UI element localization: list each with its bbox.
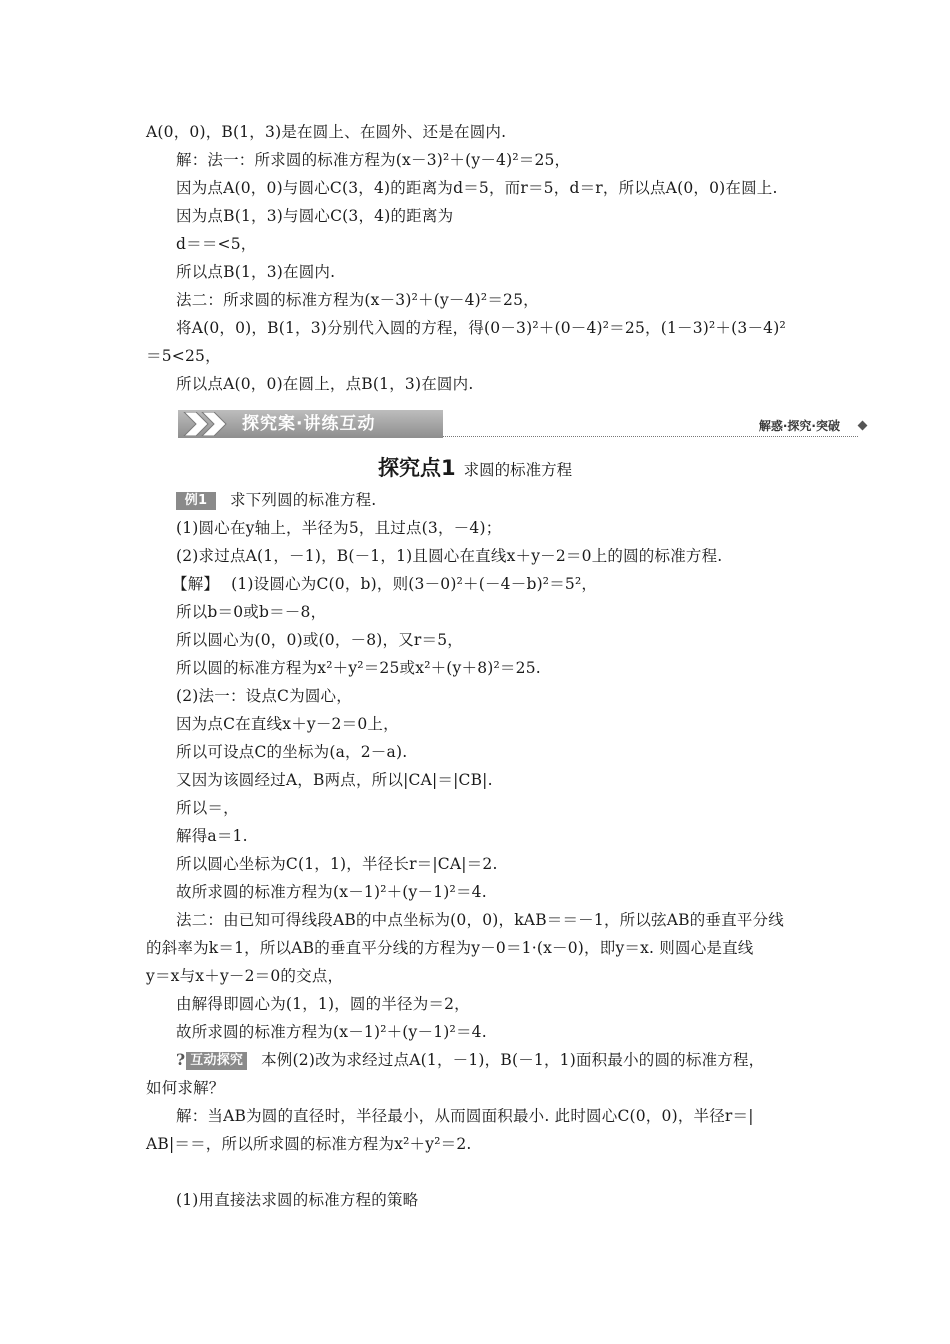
text-line: 由解得即圆心为(1，1)，圆的半径为＝2， [176,995,470,1013]
text-line: (1)用直接法求圆的标准方程的策略 [176,1191,419,1209]
section-number: 探究点1 [378,456,456,480]
text-line: y＝x与x＋y－2＝0的交点， [146,967,344,985]
text-line: 解：当AB为圆的直径时，半径最小，从而圆面积最小. 此时圆心C(0，0)，半径r＝| [176,1107,754,1125]
text-line: 所以可设点C的坐标为(a，2－a). [176,743,408,761]
solution-text: (1)设圆心为C(0，b)，则(3－0)²＋(－4－b)²＝5²， [231,575,598,593]
text-line: 因为点C在直线x＋y－2＝0上， [176,715,399,733]
text-line: 如何求解？ [146,1079,225,1097]
section-heading [378,452,572,482]
text-line: 所以点B(1，3)在圆内. [176,263,336,281]
text-line: (2)法一：设点C为圆心， [176,687,352,705]
text-line: 的斜率为k＝1，所以AB的垂直平分线的方程为y－0＝1·(x－0)，即y＝x. 则圆心是直线 [146,939,754,957]
text-line: 所以圆心为(0，0)或(0，－8)，又r＝5， [176,631,464,649]
text-line: (2)求过点A(1，－1)，B(－1，1)且圆心在直线x＋y－2＝0上的圆的标准方程. [176,547,723,565]
text-line: 将A(0，0)，B(1，3)分别代入圆的方程，得(0－3)²＋(0－4)²＝25，(1－3)²＋(3－4)² [176,319,786,337]
text-line: 因为点B(1，3)与圆心C(3，4)的距离为 [176,207,454,225]
text-line: 故所求圆的标准方程为(x－1)²＋(y－1)²＝4. [176,883,487,901]
text-line: 所以圆的标准方程为x²＋y²＝25或x²＋(y＋8)²＝25. [176,659,541,677]
text-line: 法二：所求圆的标准方程为(x－3)²＋(y－4)²＝25， [176,291,539,309]
text-line: 解：法一：所求圆的标准方程为(x－3)²＋(y－4)²＝25， [176,151,571,169]
text-line: 所以＝， [176,799,239,817]
text-line: 因为点A(0，0)与圆心C(3，4)的距离为d＝5，而r＝5，d＝r，所以点A(0，0)在圆上. [176,179,778,197]
text-line: 法二：由已知可得线段AB的中点坐标为(0，0)，kAB＝＝－1，所以弦AB的垂直平分线 [176,911,784,929]
text-line: 所以点A(0，0)在圆上，点B(1，3)在圆内. [176,375,474,393]
text-line: A(0，0)，B(1，3)是在圆上、在圆外、还是在圆内. [146,123,507,141]
explore-tag: 互动探究 [186,1052,247,1070]
banner-dotted-rule [443,436,858,437]
example-prompt: 求下列圆的标准方程. [230,491,377,509]
example-prompt-line [176,490,376,510]
text-line: (1)圆心在y轴上，半径为5，且过点(3，－4)； [176,519,502,537]
text-line: AB|＝＝，所以所求圆的标准方程为x²＋y²＝2. [146,1135,472,1153]
explore-text: 本例(2)改为求经过点A(1，－1)，B(－1，1)面积最小的圆的标准方程， [261,1051,765,1069]
text-line: 所以圆心坐标为C(1，1)，半径长r＝|CA|＝2. [176,855,498,873]
solution-first-line [172,574,597,594]
example-tag: 例1 [176,492,216,510]
text-line: 解得a＝1. [176,827,248,845]
question-mark-icon: ? [176,1050,186,1069]
text-line: 又因为该圆经过A，B两点，所以|CA|＝|CB|. [176,771,493,789]
text-line: 故所求圆的标准方程为(x－1)²＋(y－1)²＝4. [176,1023,487,1041]
section-banner [178,408,868,440]
explore-first-line [176,1050,764,1070]
double-chevron-icon [182,412,232,436]
section-title: 求圆的标准方程 [463,461,573,479]
text-line: 所以b＝0或b＝－8， [176,603,327,621]
solution-tag: 【解】 [172,575,220,593]
banner-subtitle: 解惑·探究·突破 [758,419,840,433]
text-line: d＝＝<5， [176,235,257,253]
text-line: ＝5<25， [146,347,221,365]
banner-title: 探究案·讲练互动 [242,414,376,434]
diamond-icon [858,421,868,431]
